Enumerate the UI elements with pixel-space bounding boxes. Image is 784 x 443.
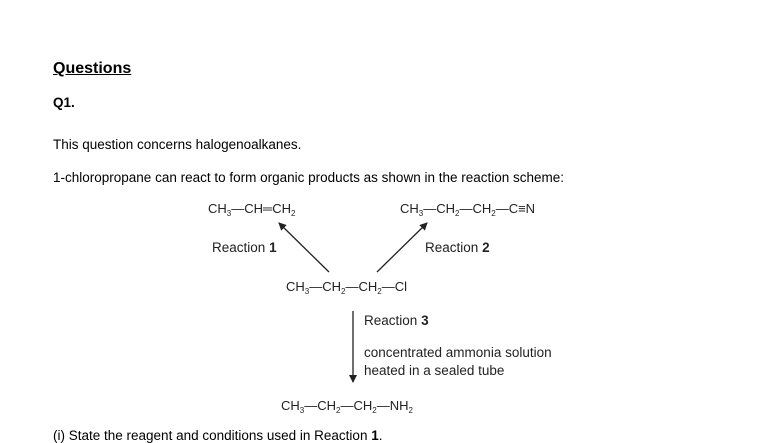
- product-propylamine: $CH_3—CH_2—CH_2—NH_2$: [281, 398, 413, 415]
- questions-heading: Questions: [53, 60, 132, 77]
- reaction-3-condition-1: concentrated ammonia solution: [364, 345, 552, 360]
- reactant-1-chloropropane: $CH_3—CH_2—CH_2—Cl$: [286, 279, 407, 296]
- part-i-end: .: [378, 428, 383, 443]
- reaction-2-label: Reaction 2: [425, 240, 490, 255]
- reaction-1-arrow: [279, 223, 329, 272]
- part-i-reaction-number: 1: [371, 428, 379, 443]
- part-i-text: (i) State the reagent and conditions used in Reaction: [53, 428, 372, 443]
- question-number: Q1.: [53, 95, 75, 110]
- reaction-3-label: Reaction 3: [364, 313, 429, 328]
- product-butanenitrile: $CH_3—CH_2—CH_2—C\equiv N$: [400, 201, 536, 218]
- product-propene: $CH_3—CH═CH_2$: [208, 201, 296, 218]
- reaction-1-label: Reaction 1: [212, 240, 277, 255]
- reaction-3-condition-2: heated in a sealed tube: [364, 363, 505, 378]
- scheme-intro-text: 1-chloropropane can react to form organic products as shown in the reaction scheme:: [53, 170, 565, 185]
- reaction-2-arrow: [377, 223, 427, 272]
- intro-text: This question concerns halogenoalkanes.: [53, 137, 302, 152]
